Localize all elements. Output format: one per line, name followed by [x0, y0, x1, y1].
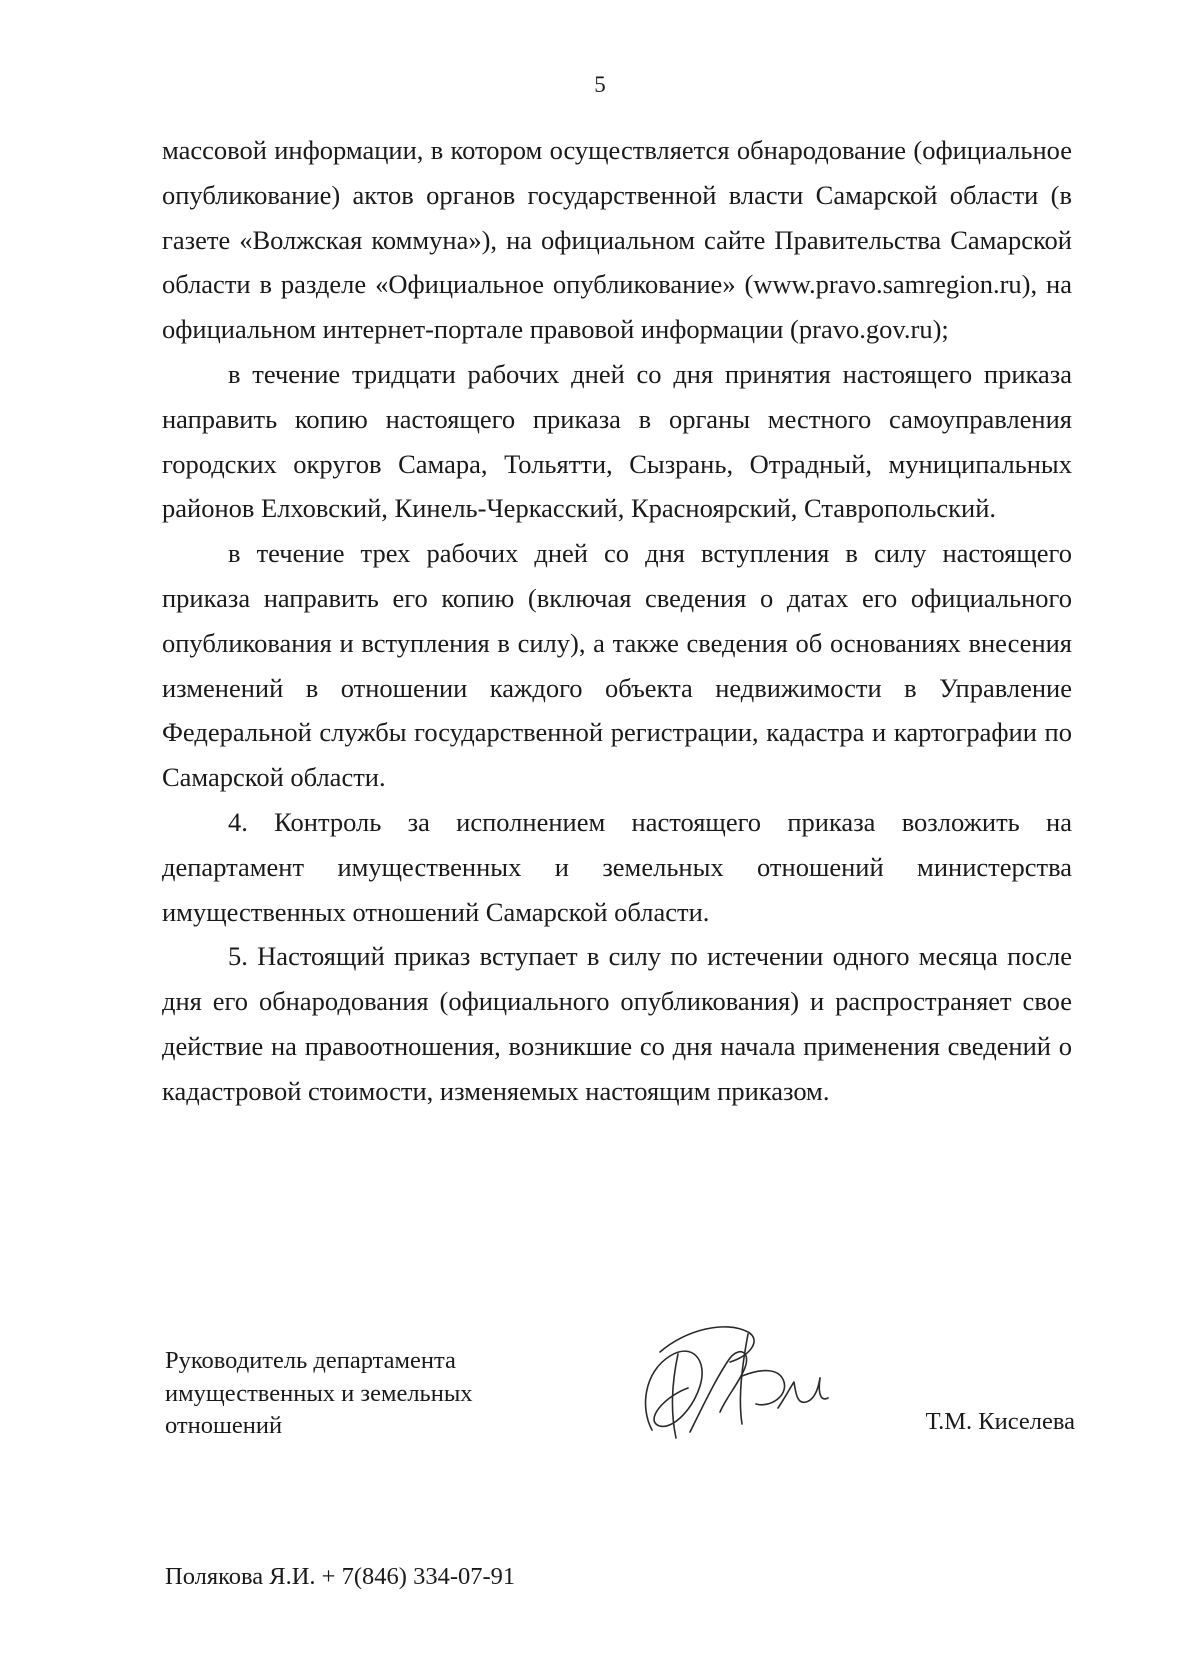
paragraph-control: 4. Контроль за исполнением настоящего приказа возложить на департамент имущественных и земельных отношений министерства имущественных отношений Самарской области. — [162, 806, 1072, 927]
paragraph-send-copy-municipalities: в течение тридцати рабочих дней со дня принятия настоящего приказа направить копию настоящего приказа в органы местного самоуправления городских округов Самара, Тольятти, Сызрань, Отрадный, муниципальных районов Елховский, Кинель-Черкасский, Красноярский, Ставропольский. — [162, 358, 1072, 524]
document-body — [162, 128, 1072, 1114]
signatory-position-line: отношений — [165, 1412, 283, 1439]
signatory-position-line: имущественных и земельных — [165, 1379, 473, 1407]
handwritten-signature — [630, 1312, 835, 1447]
signatory-name: Т.М. Киселева — [925, 1408, 1075, 1435]
paragraph-entry-into-force: 5. Настоящий приказ вступает в силу по истечении одного месяца после дня его обнародования (официального опубликования) и распространяет свое действие на правоотношения, возникшие со дня начала применения сведений о кадастровой стоимости, изменяемых настоящим приказом. — [162, 941, 1072, 1106]
page-number: 5 — [594, 72, 606, 97]
paragraph-send-copy-rosreestr: в течение трех рабочих дней со дня вступления в силу настоящего приказа направить его копию (включая сведения о датах его официального опубликования и вступления в силу), а также сведения об основаниях внесения изменений в отношении каждого объекта недвижимости в Управление Федеральной службы государственной регистрации, кадастра и картографии по Самарской области. — [162, 538, 1072, 793]
contact-line: Полякова Я.И. + 7(846) 334-07-91 — [165, 1563, 516, 1590]
signatory-position — [165, 1345, 585, 1443]
paragraph-publication: массовой информации, в котором осуществляется обнародование (официальное опубликование) актов органов государственной власти Самарской области (в газете «Волжская коммуна»), на официальном сайте Правительства Самарской области в разделе «Официальное опубликование» (www.pravo.samregion.ru), на официальном интернет-портале правовой информации (pravo.gov.ru); — [162, 135, 1072, 345]
signatory-position-line: Руководитель департамента — [165, 1347, 456, 1374]
